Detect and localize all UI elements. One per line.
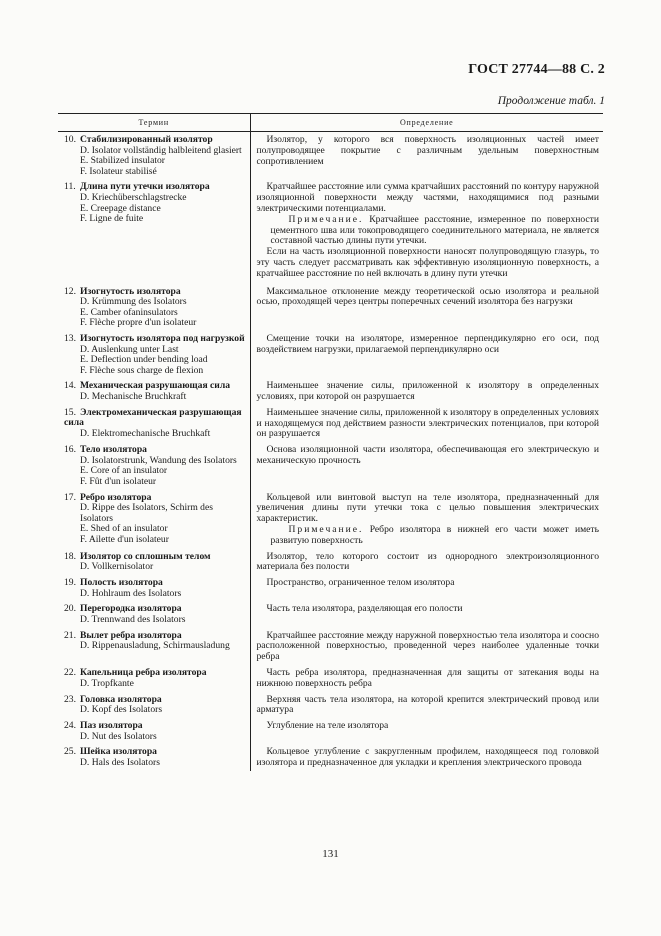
term-translation: E. Creepage distance xyxy=(80,202,161,214)
term-name: Ребро изолятора xyxy=(80,491,152,503)
table-row xyxy=(58,284,603,331)
term-translation: E. Camber ofaninsulators xyxy=(80,306,178,318)
term-translation: E. Core of an insulator xyxy=(80,465,168,477)
definition-cell xyxy=(250,628,603,665)
term-translation: D. Isolatorstrunk, Wandung des Isolators xyxy=(80,454,237,466)
term-cell xyxy=(58,132,250,180)
term-translation: D. Kopf des Isolators xyxy=(80,704,163,716)
term-translation: D. Krümmung des Isolators xyxy=(80,296,187,308)
term-translation: D. Hals des Isolators xyxy=(80,756,160,768)
term-name: Стабилизированный изолятор xyxy=(80,134,213,145)
term-number: 12. xyxy=(64,285,76,297)
definition-cell xyxy=(250,490,603,549)
table-row xyxy=(58,575,603,601)
table-row xyxy=(58,549,603,576)
definition-cell xyxy=(250,601,603,627)
definition-note xyxy=(271,525,600,547)
term-number: 16. xyxy=(64,444,76,456)
term-number: 18. xyxy=(64,550,76,562)
definition-cell xyxy=(250,378,603,405)
definition-cell xyxy=(250,179,603,283)
term-number: 13. xyxy=(64,332,76,344)
term-cell xyxy=(58,490,250,549)
term-translation: E. Stabilized insulator xyxy=(80,155,165,167)
page-number: 131 xyxy=(322,848,339,860)
term-name: Паз изолятора xyxy=(80,720,143,732)
term-number: 19. xyxy=(64,577,76,589)
term-translation: D. Auslenkung unter Last xyxy=(80,343,179,355)
definition-text: Часть ребра изолятора, предназначенная для защиты от затекания воды на нижнюю поверхность ребра xyxy=(256,667,599,689)
table-row xyxy=(58,490,603,549)
term-translation: E. Deflection under bending load xyxy=(80,354,208,366)
definition-cell xyxy=(250,744,603,771)
term-name: Изогнутость изолятора под нагрузкой xyxy=(80,332,245,344)
table-row xyxy=(58,744,603,771)
term-translation: D. Tropfkante xyxy=(80,677,134,689)
terms-table xyxy=(58,113,603,771)
table-row xyxy=(58,405,603,442)
term-name: Длина пути утечки изолятора xyxy=(80,181,210,193)
term-title xyxy=(64,334,246,345)
term-number: 21. xyxy=(64,629,76,641)
term-name: Капельница ребра изолятора xyxy=(80,667,207,678)
term-translation: D. Elektromechanische Bruchkaft xyxy=(80,428,211,440)
term-name: Перегородка изолятора xyxy=(80,603,182,615)
term-number: 25. xyxy=(64,746,76,758)
table-row xyxy=(58,601,603,627)
term-translation: D. Isolator vollständig halbleitend glasiert xyxy=(80,144,242,156)
term-cell xyxy=(58,331,250,378)
table-header-row xyxy=(58,114,603,132)
term-cell xyxy=(58,628,250,665)
table-row xyxy=(58,692,603,719)
definition-cell xyxy=(250,405,603,442)
term-cell xyxy=(58,405,250,442)
definition-text: Основа изоляционной части изолятора, обеспечивающая его электрическую и механическую прочность xyxy=(256,444,599,467)
term-number: 22. xyxy=(64,667,76,678)
note-text: Кратчайшее расстояние, измеренное по поверхности цементного шва или токопроводящего соединительного материала, не является составной частью длины пути утечки. xyxy=(270,213,599,247)
term-cell xyxy=(58,665,250,692)
term-translation: F. Flèche sous charge de flexion xyxy=(80,364,204,376)
definition-text: Пространство, ограниченное телом изолятора xyxy=(266,577,455,589)
definition-cell xyxy=(250,442,603,489)
term-translation: D. Hohlraum des Isolators xyxy=(80,587,182,599)
definition-text: Верхняя часть тела изолятора, на которой крепится электрический провод или арматура xyxy=(256,693,599,716)
term-name: Вылет ребра изолятора xyxy=(80,629,182,641)
note-text: Ребро изолятора в нижней его части может иметь развитую поверхность xyxy=(270,524,599,546)
term-cell xyxy=(58,718,250,744)
definition-text: Смещение точки на изоляторе, измеренное перпендикулярно его оси, под воздействием нагрузки, прилагаемой перпендикулярно оси xyxy=(256,332,599,355)
table-continuation-note: Продолжение табл. 1 xyxy=(497,95,605,107)
table-row xyxy=(58,179,603,283)
definition-text: Наименьшее значение силы, приложенной к изолятору в определенных условиях, при которой он разрушается xyxy=(256,380,599,403)
term-translation: D. Vollkernisolator xyxy=(80,561,154,573)
term-translation: D. Trennwand des Isolators xyxy=(80,614,186,626)
term-cell xyxy=(58,744,250,771)
definition-text: Кратчайшее расстояние или сумма кратчайших расстояний по контуру наружной изоляционной поверхности между частями, находящимися под разными электрическими потенциалами. xyxy=(256,181,599,214)
terms-table-container xyxy=(58,113,603,771)
term-number: 23. xyxy=(64,693,76,705)
term-translation: F. Isolateur stabilisé xyxy=(80,165,157,177)
table-row xyxy=(58,718,603,744)
term-number: 11. xyxy=(64,181,76,193)
term-name: Изогнутость изолятора xyxy=(80,285,181,297)
term-translation: D. Rippenausladung, Schirmausladung xyxy=(80,640,230,652)
term-name: Полость изолятора xyxy=(80,577,163,589)
table-row xyxy=(58,132,603,180)
term-title xyxy=(64,135,246,146)
note-label: Примечание. xyxy=(288,524,364,536)
term-translation: F. Flèche propre d'un isolateur xyxy=(80,317,197,329)
definition-cell xyxy=(250,549,603,576)
column-header-term: Термин xyxy=(58,114,250,132)
term-cell xyxy=(58,179,250,283)
term-name: Головка изолятора xyxy=(80,693,162,705)
definition-cell xyxy=(250,132,603,180)
term-cell xyxy=(58,549,250,576)
definition-cell xyxy=(250,665,603,692)
table-body xyxy=(58,132,603,771)
definition-text: Кольцевой или винтовой выступ на теле изолятора, предназначенный для увеличения длины пути утечки тока с целью повышения электрических характеристик. xyxy=(256,491,599,525)
term-cell xyxy=(58,601,250,627)
table-row xyxy=(58,378,603,405)
term-name: Изолятор со сплошным телом xyxy=(80,550,211,562)
term-name: Шейка изолятора xyxy=(80,746,157,758)
term-translation: F. Ailette d'un isolateur xyxy=(80,534,169,546)
term-number: 15. xyxy=(64,406,76,418)
page-header: ГОСТ 27744—88 С. 2 xyxy=(468,62,605,77)
term-translation: F. Ligne de fuite xyxy=(80,213,144,225)
term-translation: D. Kriechüberschlagstrecke xyxy=(80,191,187,203)
column-header-definition: Определение xyxy=(250,114,603,132)
term-number: 14. xyxy=(64,380,76,392)
definition-text: Изолятор, у которого вся поверхность изоляционных частей имеет полупроводящее покрытие с различным удельным поверхностным сопротивлением xyxy=(256,134,599,167)
definition-text: Если на часть изоляционной поверхности наносят полупроводящую глазурь, то эту часть следует рассматривать как эффективную изоляционную поверхность, а кратчайшее расстояние по ней включать в длину пути утечки xyxy=(256,246,599,279)
table-row xyxy=(58,331,603,378)
term-title xyxy=(64,668,246,679)
term-cell xyxy=(58,692,250,719)
term-number: 17. xyxy=(64,491,76,503)
definition-text: Кольцевое углубление с закругленным профилем, находящееся под головкой изолятора и предназначенное для укладки и крепления электрического провода xyxy=(256,746,599,769)
definition-cell xyxy=(250,331,603,378)
term-cell xyxy=(58,575,250,601)
table-row xyxy=(58,665,603,692)
term-number: 20. xyxy=(64,603,76,615)
definition-cell xyxy=(250,284,603,331)
term-translation: D. Nut des Isolators xyxy=(80,730,157,742)
table-row xyxy=(58,442,603,489)
term-name: Электромеханическая разрушающая сила xyxy=(64,406,242,429)
definition-text: Изолятор, тело которого состоит из однородного электроизоляционного материала без полости xyxy=(256,550,599,573)
term-name: Тело изолятора xyxy=(80,444,147,456)
definition-text: Кратчайшее расстояние между наружной поверхностью тела изолятора и соосно расположенной поверхностью, проведенной через наиболее удаленные точки ребра xyxy=(256,629,599,663)
term-cell xyxy=(58,442,250,489)
note-label: Примечание. xyxy=(288,213,364,225)
table-row xyxy=(58,628,603,665)
term-translation: E. Shed of an insulator xyxy=(80,523,168,535)
definition-text: Максимальное отклонение между теоретической осью изолятора и реальной осью, проходящей через центры поперечных сечений изолятора без нагрузки xyxy=(256,285,599,308)
definition-cell xyxy=(250,718,603,744)
term-cell xyxy=(58,284,250,331)
definition-text: Часть тела изолятора, разделяющая его полости xyxy=(266,603,463,615)
definition-text: Углубление на теле изолятора xyxy=(266,720,389,732)
definition-text: Наименьшее значение силы, приложенной к изолятору в определенных условиях и находящемуся под действием разности электрических потенциалов, при которой он разрушается xyxy=(256,406,599,440)
definition-cell xyxy=(250,692,603,719)
definition-cell xyxy=(250,575,603,601)
term-title xyxy=(64,408,246,429)
term-number: 10. xyxy=(64,134,76,145)
term-number: 24. xyxy=(64,720,76,732)
definition-note xyxy=(271,215,600,247)
term-cell xyxy=(58,378,250,405)
term-translation: D. Mechanische Bruchkraft xyxy=(80,390,187,402)
term-translation: F. Fût d'un isolateur xyxy=(80,476,157,488)
term-name: Механическая разрушающая сила xyxy=(80,380,231,392)
term-translation: D. Rippe des Isolators, Schirm des Isolators xyxy=(80,502,213,524)
